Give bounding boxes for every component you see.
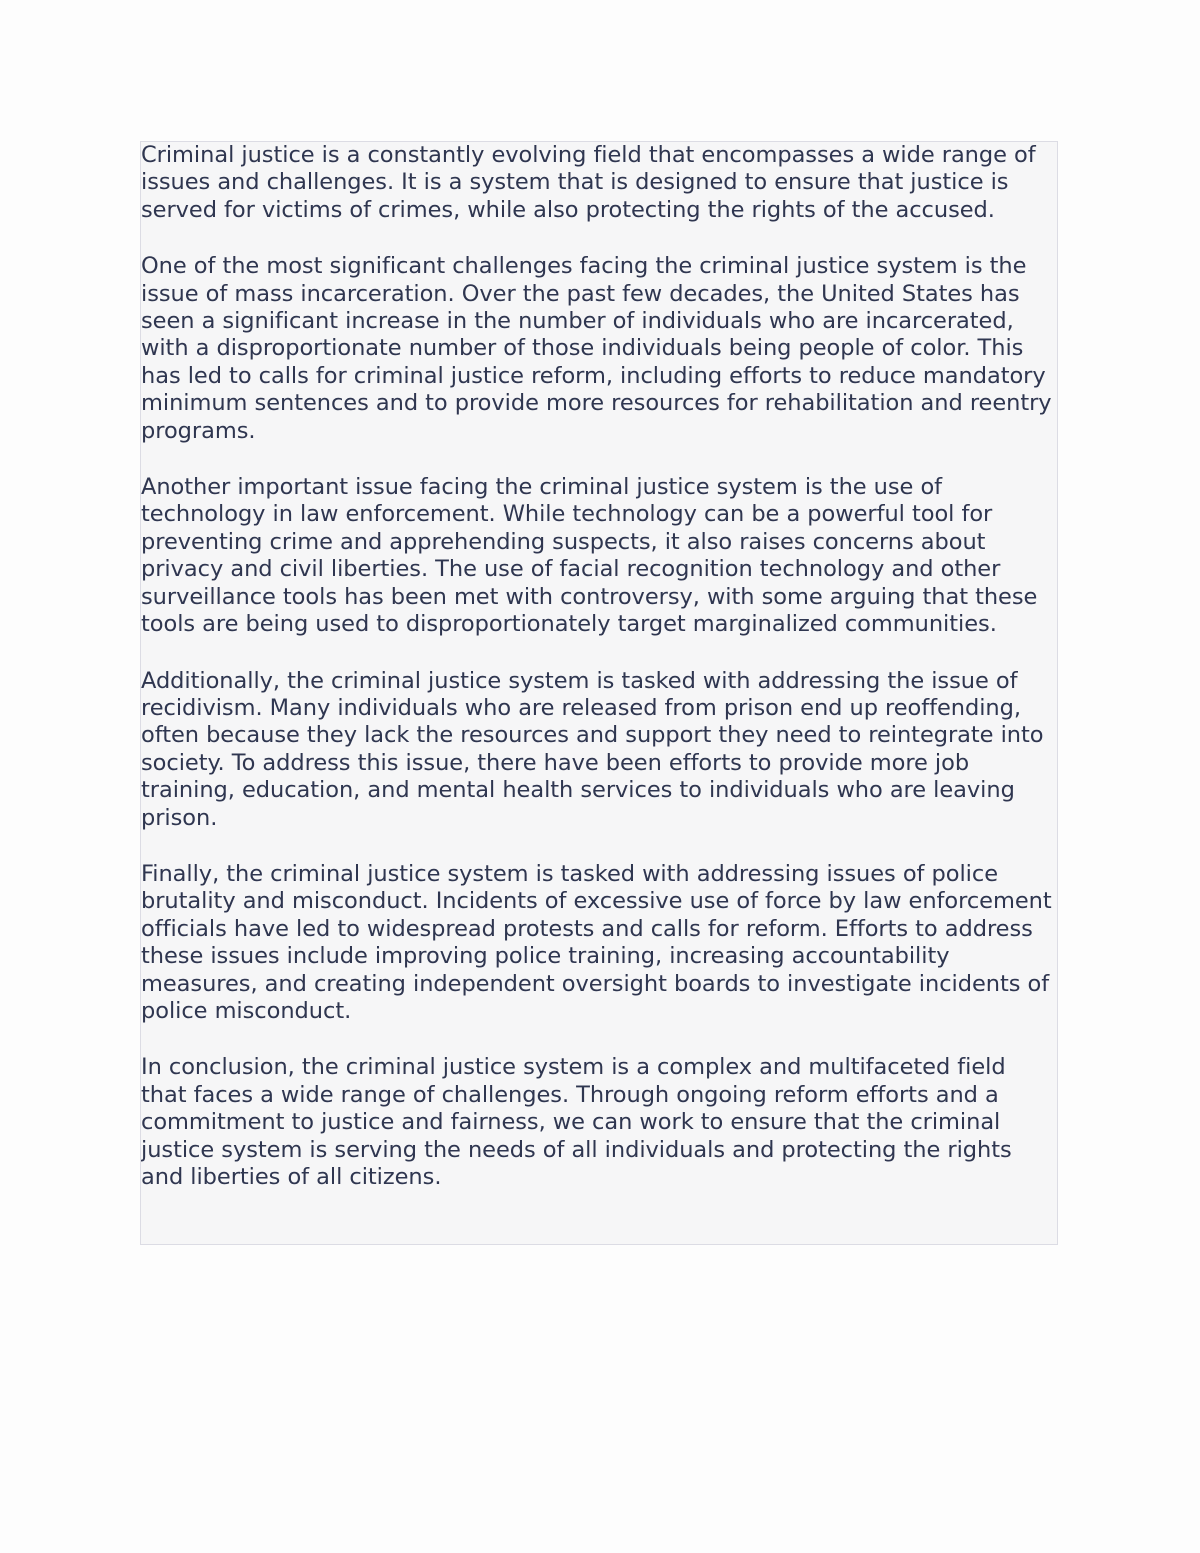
paragraph-spacer [141,832,1057,861]
paragraph-mass-incarceration: One of the most significant challenges facing the criminal justice system is the issue of mass incarceration. Over the past few decades, the United States has seen a significant increase in the number of individuals who are incarcerated, with a disproportionate number of those individuals being people of color. This has led to calls for criminal justice reform, including efforts to reduce mandatory minimum sentences and to provide more resources for rehabilitation and reentry programs. [141,253,1052,444]
paragraph-spacer [141,639,1057,668]
paragraph-spacer [141,445,1057,474]
paragraph-recidivism: Additionally, the criminal justice system is tasked with addressing the issue of recidivism. Many individuals who are released from prison end up reoffending, often because they lack the resources and support they need to reintegrate into society. To address this issue, there have been efforts to provide more job training, education, and mental health services to individuals who are leaving prison. [141,667,1044,831]
paragraph-spacer [141,224,1057,253]
paragraph-spacer [141,1025,1057,1054]
paragraph-technology: Another important issue facing the criminal justice system is the use of technology in law enforcement. While technology can be a powerful tool for preventing crime and apprehending suspects, it also raises concerns about privacy and civil liberties. The use of facial recognition technology and other surveillance tools has been met with controversy, with some arguing that these tools are being used to disproportionately target marginalized communities. [141,474,1038,638]
paragraph-police-brutality: Finally, the criminal justice system is tasked with addressing issues of police brutality and misconduct. Incidents of excessive use of force by law enforcement officials have led to widespread protests and calls for reform. Efforts to address these issues include improving police training, increasing accountability measures, and creating independent oversight boards to investigate incidents of police misconduct. [141,860,1052,1024]
document-text-box [140,141,1058,1245]
paragraph-conclusion: In conclusion, the criminal justice system is a complex and multifaceted field that faces a wide range of challenges. Through ongoing reform efforts and a commitment to justice and fairness, we can work to ensure that the criminal justice system is serving the needs of all individuals and protecting the rights and liberties of all citizens. [141,1054,1012,1190]
paragraph-intro: Criminal justice is a constantly evolving field that encompasses a wide range of issues and challenges. It is a system that is designed to ensure that justice is served for victims of crimes, while also protecting the rights of the accused. [141,142,1036,223]
